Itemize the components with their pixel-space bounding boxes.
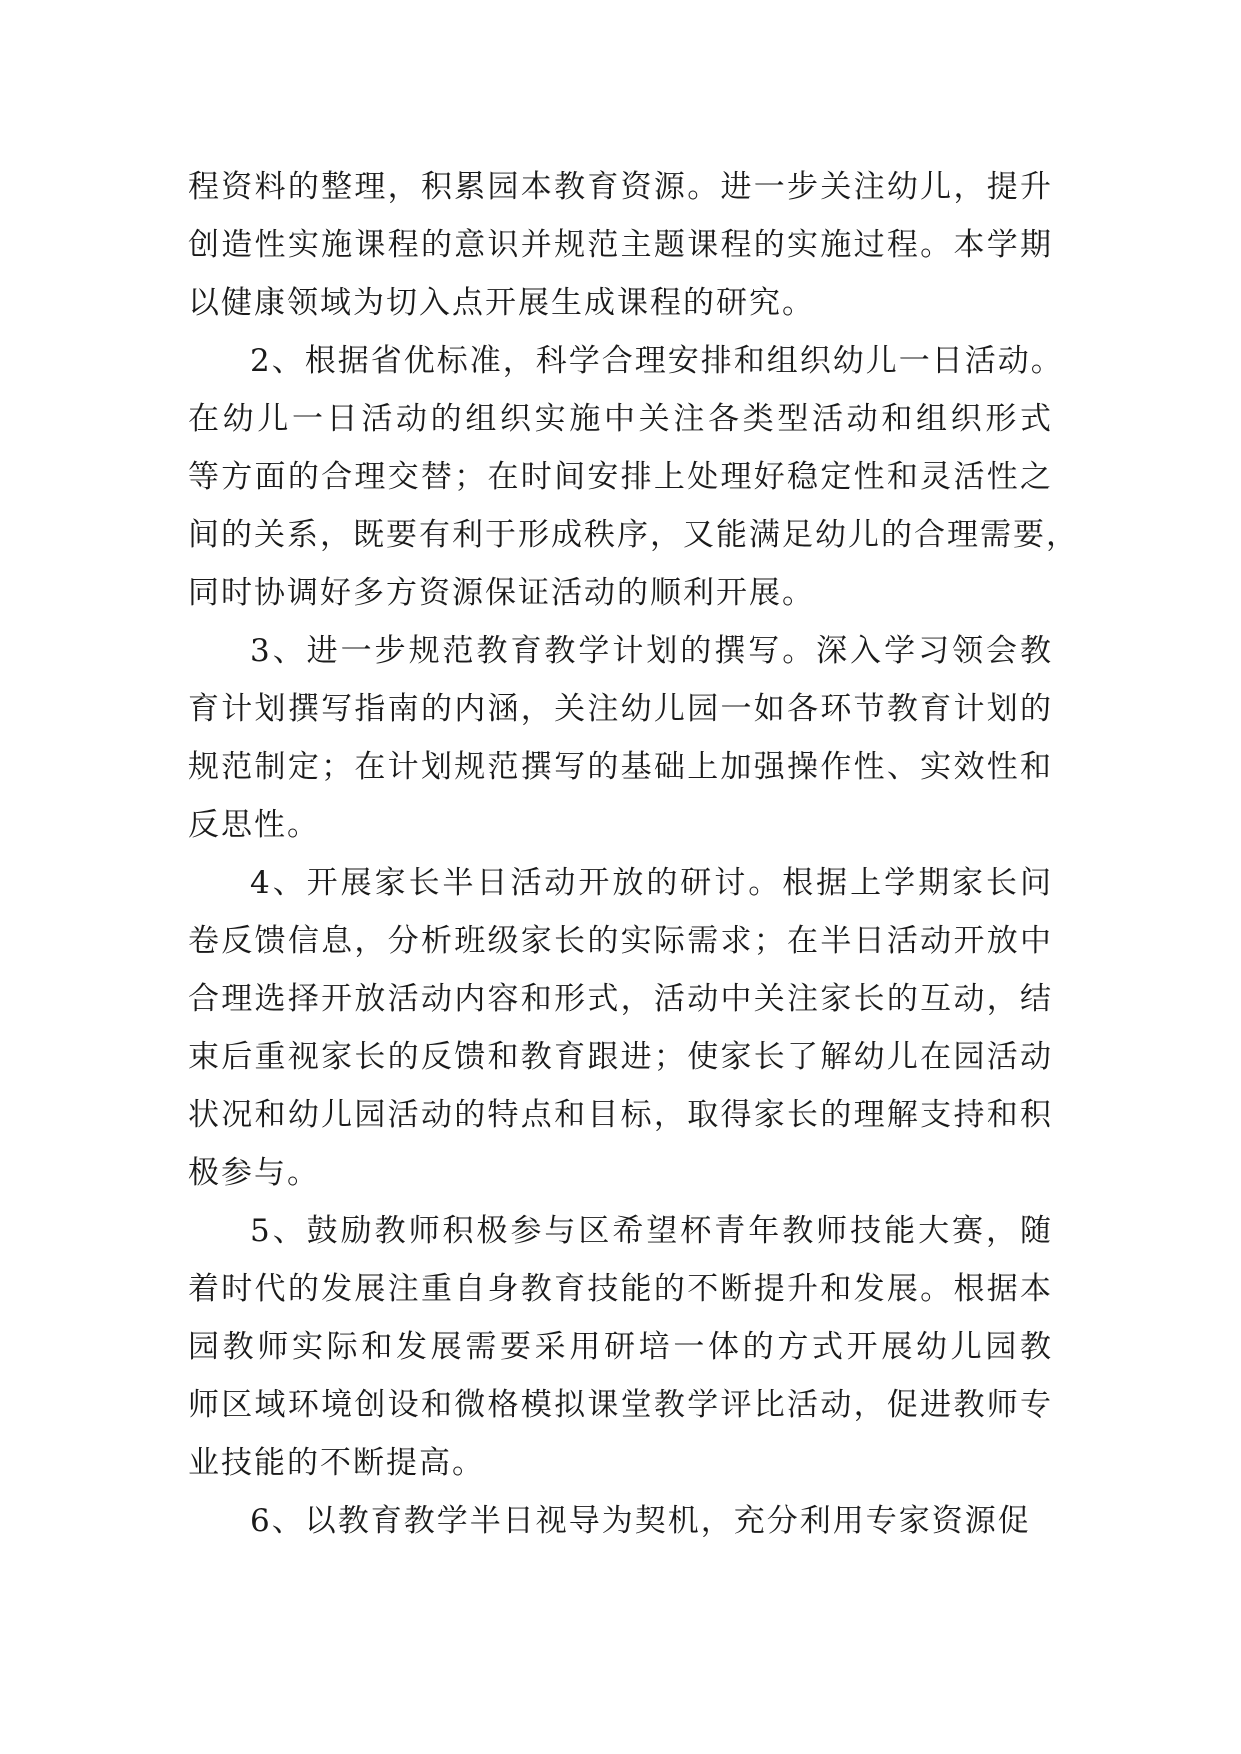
text-line: 规范制定；在计划规范撰写的基础上加强操作性、实效性和 (188, 749, 1053, 785)
text-line: 师区域环境创设和微格模拟课堂教学评比活动，促进教师专 (188, 1387, 1053, 1423)
text-line: 4、开展家长半日活动开放的研讨。根据上学期家长问 (250, 865, 1053, 901)
text-line: 束后重视家长的反馈和教育跟进；使家长了解幼儿在园活动 (188, 1039, 1053, 1075)
text-line: 在幼儿一日活动的组织实施中关注各类型活动和组织形式 (188, 401, 1053, 437)
text-line: 业技能的不断提高。 (188, 1445, 485, 1481)
text-line: 创造性实施课程的意识并规范主题课程的实施过程。本学期 (188, 227, 1053, 263)
paragraph-item-6 (188, 1492, 1053, 1550)
text-line: 状况和幼儿园活动的特点和目标，取得家长的理解支持和积 (188, 1097, 1053, 1133)
text-line: 3、进一步规范教育教学计划的撰写。深入学习领会教 (250, 633, 1053, 669)
paragraph-item-4 (188, 854, 1053, 1202)
text-line: 间的关系，既要有利于形成秩序，又能满足幼儿的合理需要， (188, 517, 1079, 553)
text-line: 育计划撰写指南的内涵，关注幼儿园一如各环节教育计划的 (188, 691, 1053, 727)
text-line: 同时协调好多方资源保证活动的顺利开展。 (188, 575, 815, 611)
text-line: 以健康领域为切入点开展生成课程的研究。 (188, 285, 815, 321)
paragraph-continuation (188, 158, 1053, 332)
text-line: 极参与。 (188, 1155, 320, 1191)
text-line: 2、根据省优标准，科学合理安排和组织幼儿一日活动。 (250, 343, 1064, 379)
paragraph-item-5 (188, 1202, 1053, 1492)
paragraph-item-2 (188, 332, 1079, 622)
body-text (188, 158, 1079, 1550)
paragraph-item-3 (188, 622, 1053, 854)
text-line: 着时代的发展注重自身教育技能的不断提升和发展。根据本 (188, 1271, 1053, 1307)
text-line: 反思性。 (188, 807, 320, 843)
text-line: 园教师实际和发展需要采用研培一体的方式开展幼儿园教 (188, 1329, 1053, 1365)
text-line: 等方面的合理交替；在时间安排上处理好稳定性和灵活性之 (188, 459, 1053, 495)
text-line: 程资料的整理，积累园本教育资源。进一步关注幼儿，提升 (188, 169, 1053, 205)
text-line: 合理选择开放活动内容和形式，活动中关注家长的互动，结 (188, 981, 1053, 1017)
text-line: 5、鼓励教师积极参与区希望杯青年教师技能大赛，随 (250, 1213, 1053, 1249)
text-line: 卷反馈信息，分析班级家长的实际需求；在半日活动开放中 (188, 923, 1053, 959)
text-line: 6、以教育教学半日视导为契机，充分利用专家资源促 (250, 1503, 1031, 1539)
